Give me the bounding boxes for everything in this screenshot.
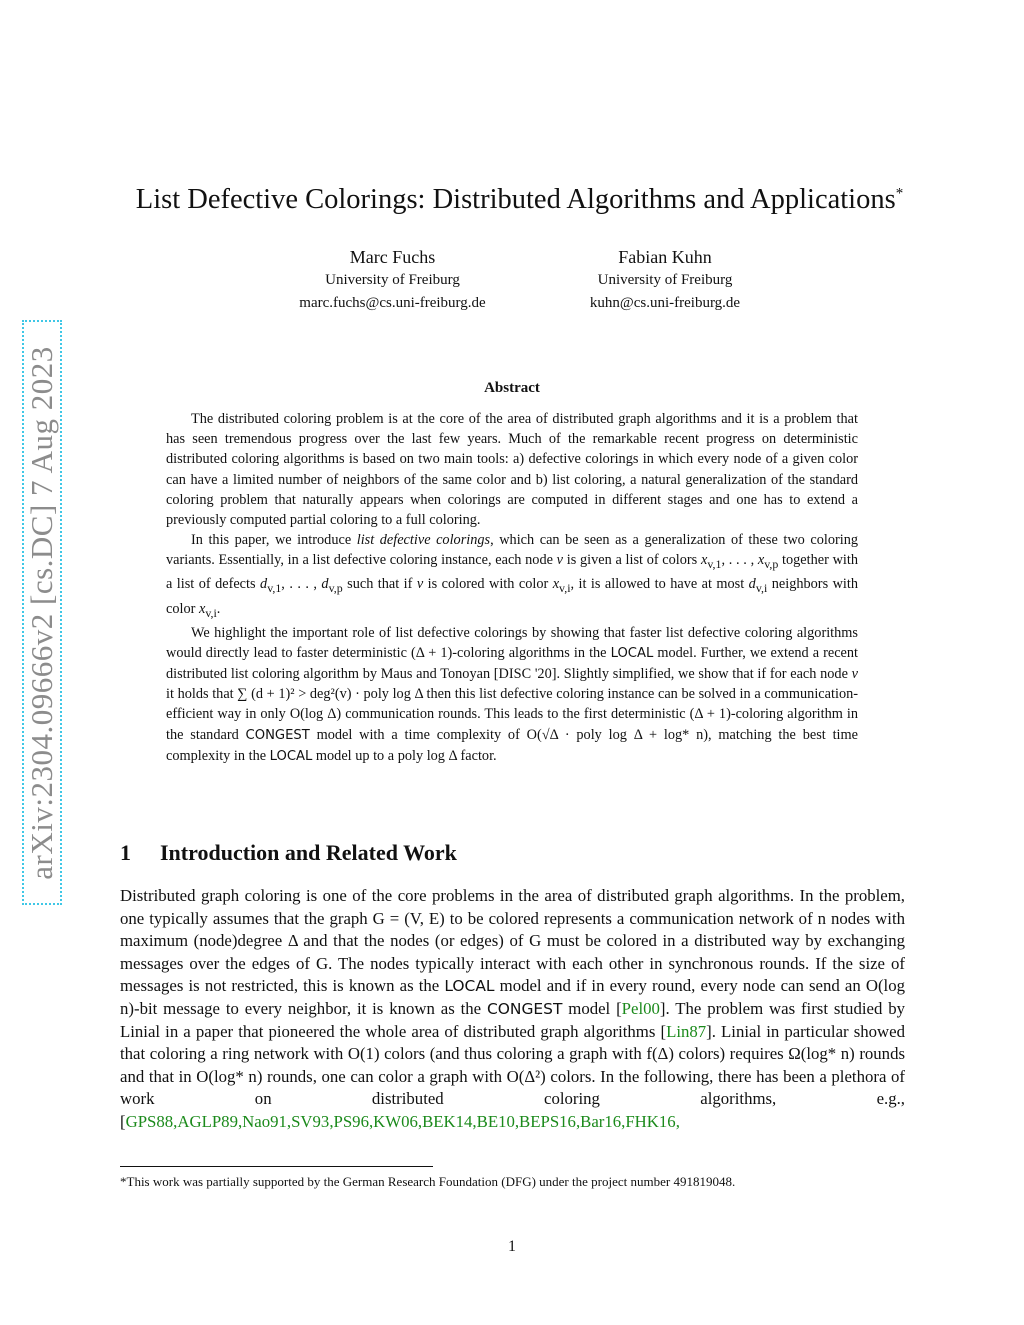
section-title: Introduction and Related Work: [160, 840, 457, 865]
intro-paragraph: Distributed graph coloring is one of the core problems in the area of distributed graph algorithms. In the problem, one typically assumes that the graph G = (V, E) to be colored represents a communication network of n nodes with maximum (node)degree Δ and that the nodes (or edges) of G must be colored in a distributed way by exchanging messages over the edges of G. The nodes typically interact with each other in synchronous rounds. If the size of messages is not restricted, this is known as the LOCAL model and if in every round, every node can send an O(log n)-bit message to every neighbor, it is known as the CONGEST model [Pel00]. The problem was first studied by Linial in a paper that pioneered the whole area of distributed graph algorithms [Lin87]. Linial in particular showed that coloring a ring network with O(1) colors (and thus coloring a graph with f(Δ) colors) requires Ω(log* n) rounds and that in O(log* n) rounds, one can color a graph with O(Δ²) colors. In the following, there has been a plethora of work on distributed coloring algorithms, e.g., [GPS88,AGLP89,Nao91,SV93,PS96,KW06,BEK14,BE10,BEPS16,Bar16,FHK16,: [120, 886, 905, 1131]
model-name: LOCAL: [610, 645, 654, 661]
author-email: kuhn@cs.uni-freiburg.de: [589, 295, 741, 311]
arxiv-stamp: [22, 320, 62, 905]
author-block-2: [540, 245, 790, 315]
page-number: 1: [508, 1238, 516, 1255]
citation-list[interactable]: GPS88,AGLP89,Nao91,SV93,PS96,KW06,BEK14,BE10,BEPS16,Bar16,FHK16,: [125, 1111, 680, 1131]
author-affiliation: University of Freiburg: [325, 272, 460, 288]
citation-link[interactable]: Pel00: [621, 998, 660, 1018]
abstract-paragraph-2: In this paper, we introduce list defective colorings, which can be seen as a generalization of these two coloring variants. Essentially, in a list defective coloring instance, each node v is given a list of colors $x_{v,1}$, . . . , $x_{v,p}$ together with a list of defects $d_{v,1}$, . . . , $d_{v,p}$ such that if v is colored with color $x_{v,i}$, it is allowed to have at most $d_{v,i}$ neighbors with color $x_{v,i}$.: [166, 532, 859, 620]
defined-term: list defective colorings: [356, 532, 491, 549]
title-footnote-mark: *: [895, 185, 904, 202]
abstract-heading: Abstract: [484, 380, 540, 396]
abstract-paragraph-1: The distributed coloring problem is at the core of the area of distributed graph algorithms and it is a problem that has seen tremendous progress over the last few years. Much of the remarkable recent progress on deterministic distributed coloring algorithms is based on two main tools: a) defective colorings in which every node of a given color can have a limited number of neighbors of the same color and b) list coloring, a natural generalization of the standard coloring problem that naturally appears when colorings are computed in different stages and one has to extend a previously computed partial coloring to a full coloring.: [166, 411, 858, 529]
section-number: 1: [120, 840, 131, 865]
section-heading: [120, 840, 457, 866]
model-name: LOCAL: [444, 977, 495, 996]
model-name: LOCAL: [269, 748, 313, 764]
paper-title-text: List Defective Colorings: Distributed Algorithms and Applications: [135, 184, 896, 215]
paper-title: [110, 184, 929, 216]
abstract: [166, 409, 858, 767]
citation-link[interactable]: Lin87: [666, 1021, 707, 1041]
author-name: Marc Fuchs: [349, 247, 436, 267]
footnote: *This work was partially supported by the German Research Foundation (DFG) under the project number 491819048.: [120, 1174, 736, 1189]
author-affiliation: University of Freiburg: [597, 272, 733, 288]
footnote-rule: [120, 1166, 433, 1167]
abstract-paragraph-3: We highlight the important role of list defective colorings by showing that faster list defective coloring algorithms would directly lead to faster deterministic (Δ + 1)-coloring algorithms in the LOCAL model. Further, we extend a recent distributed list coloring algorithm by Maus and Tonoyan [DISC '20]. Slightly simplified, we show that if for each node v it holds that ∑ (d + 1)² > deg²(v) · poly log Δ then this list defective coloring instance can be solved in a communication-efficient way in only O(log Δ) communication rounds. This leads to the first deterministic (Δ + 1)-coloring algorithm in the standard CONGEST model with a time complexity of O(√Δ · poly log Δ + log* n), matching the best time complexity in the LOCAL model up to a poly log Δ factor.: [166, 624, 859, 764]
arxiv-identifier: arXiv:2304.09666v2 [cs.DC] 7 Aug 2023: [24, 345, 59, 880]
model-name: CONGEST: [245, 727, 310, 743]
author-block-1: [270, 245, 515, 315]
author-email: marc.fuchs@cs.uni-freiburg.de: [299, 295, 486, 311]
model-name: CONGEST: [486, 999, 563, 1018]
author-name: Fabian Kuhn: [618, 247, 712, 267]
